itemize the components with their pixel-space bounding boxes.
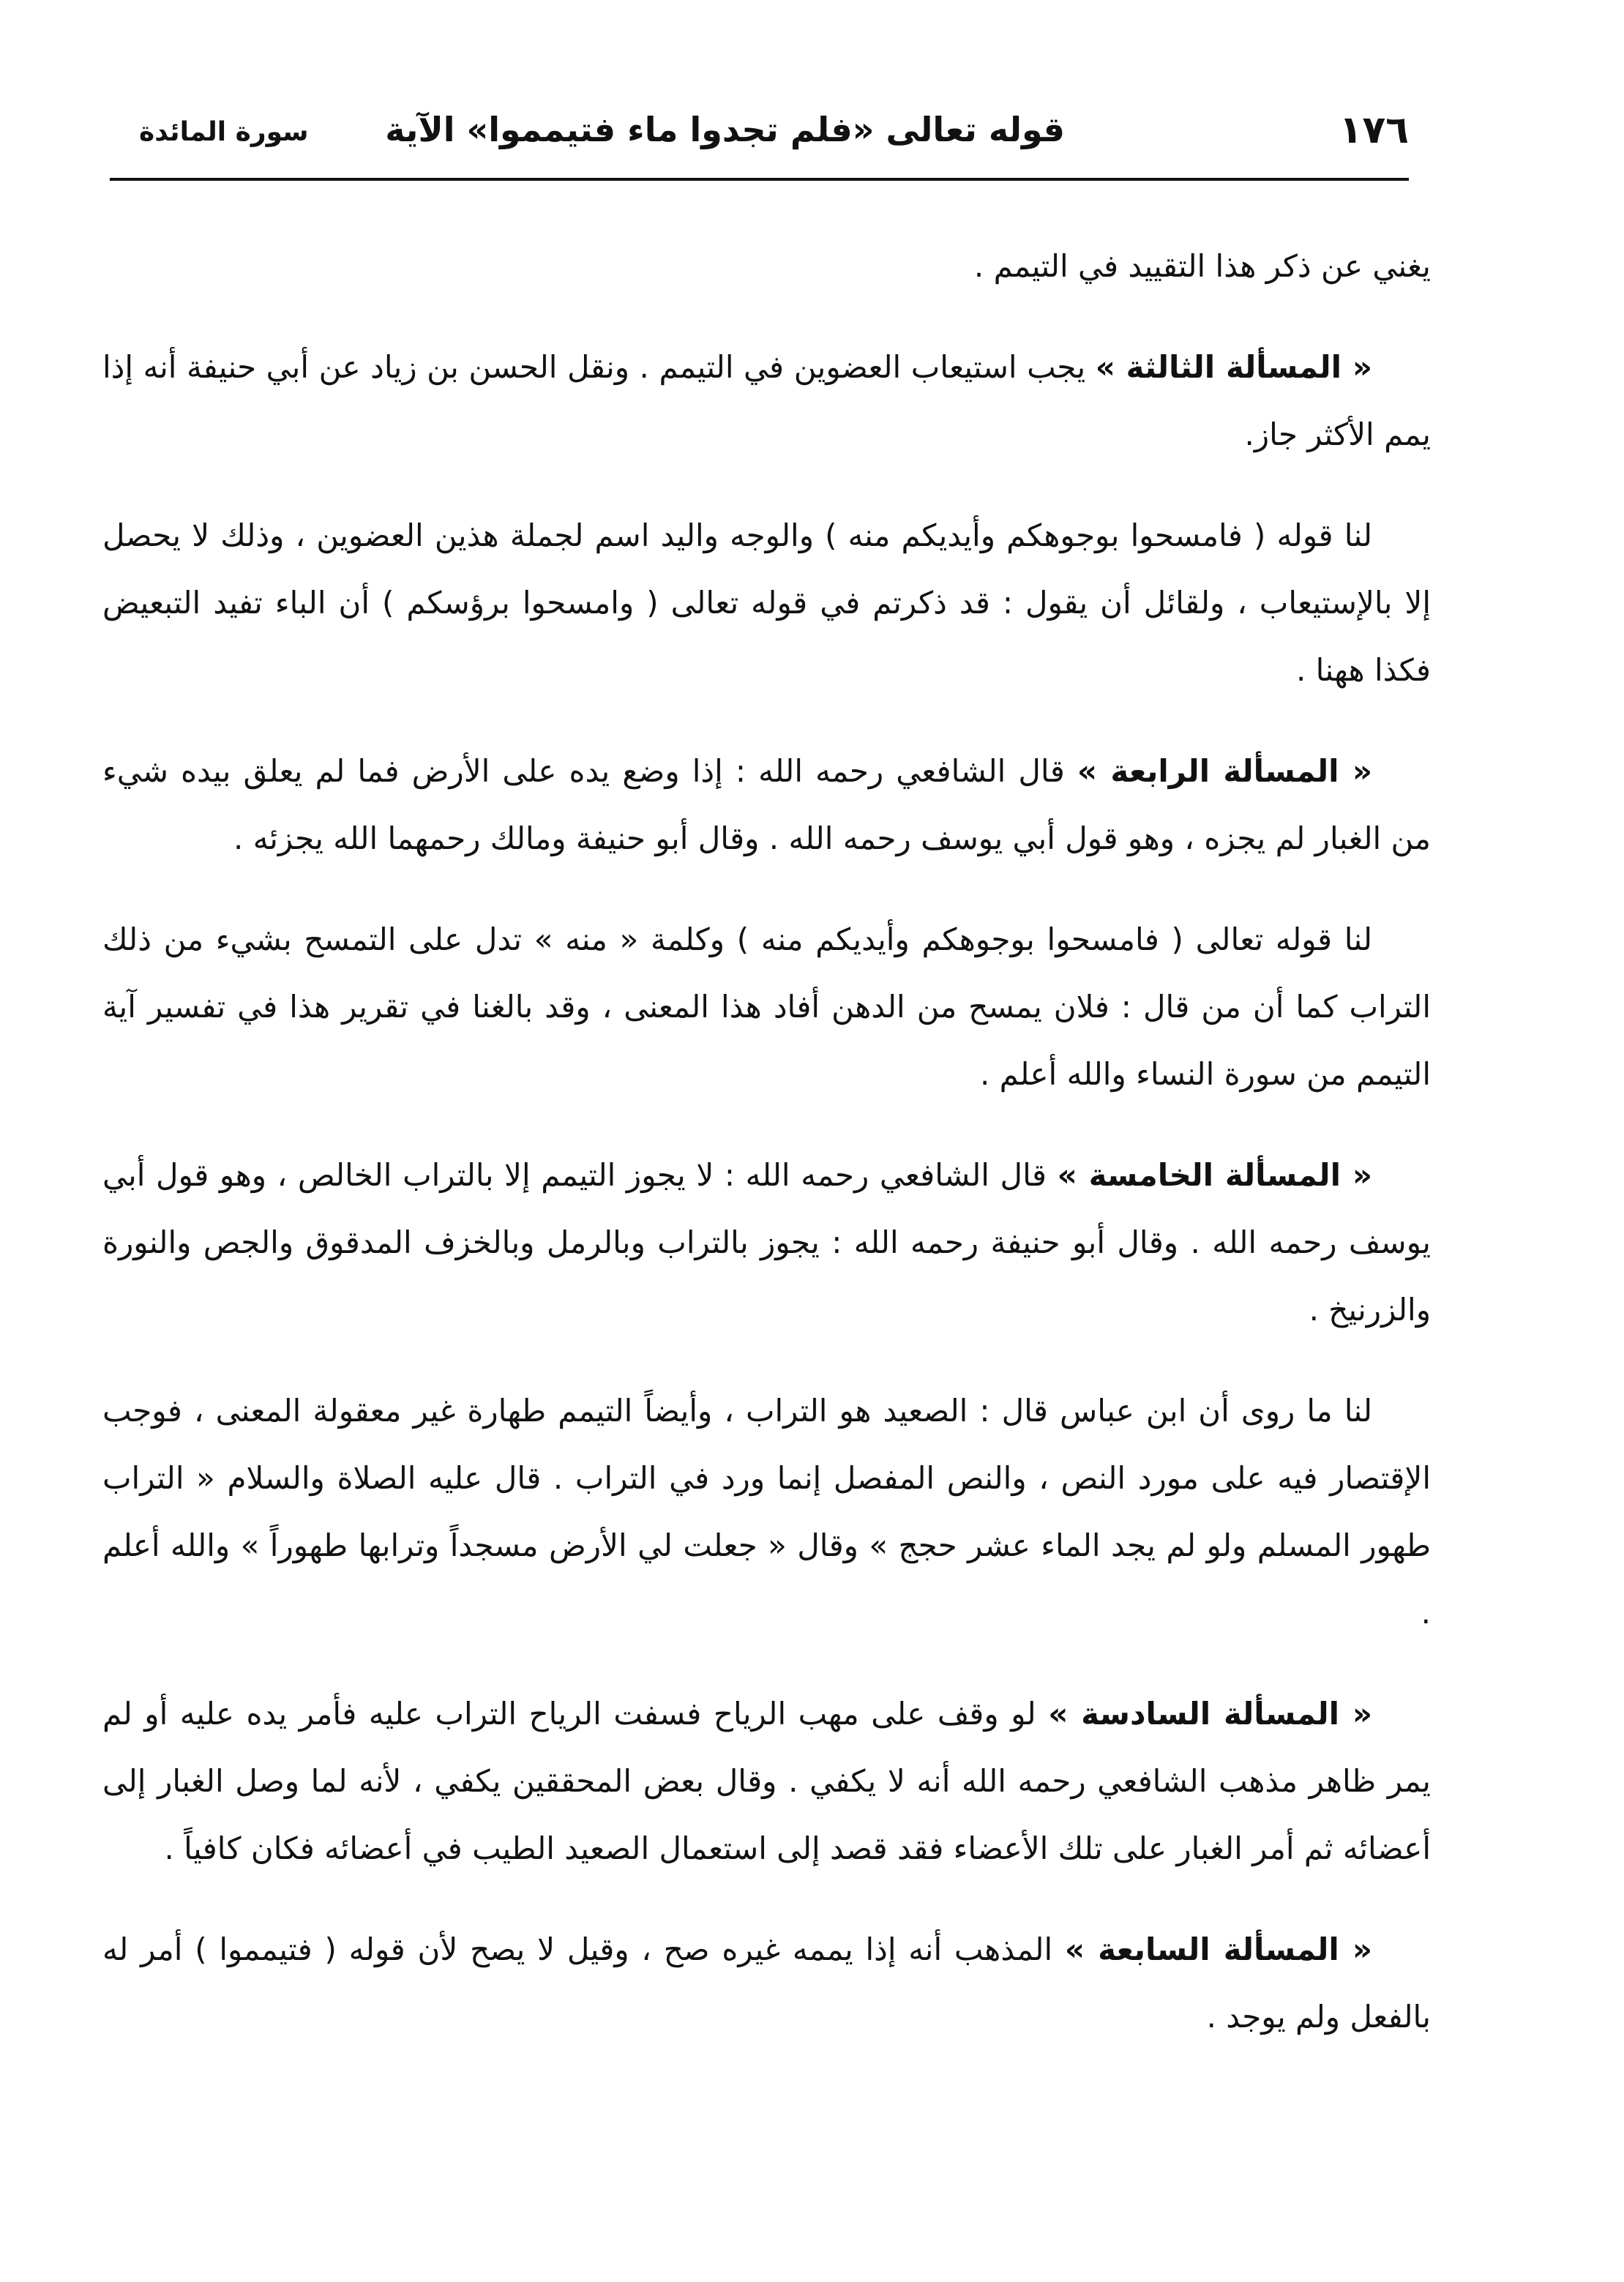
surah-name: سورة المائدة	[139, 117, 309, 147]
paragraph-text: لنا ما روى أن ابن عباس قال : الصعيد هو التراب ، وأيضاً التيمم طهارة غير معقولة المعنى ، فوجب الإقتصار فيه على مورد النص ، والنص المفصل إنما ورد في التراب . قال عليه الصلاة والسلام « التراب طهور المسلم ولو لم يجد الماء عشر حجج » وقال « جعلت لي الأرض مسجداً وترابها طهوراً » والله أعلم .	[102, 1393, 1431, 1631]
paragraph-text: قال الشافعي رحمه الله : لا يجوز التيمم إلا بالتراب الخالص ، وهو قول أبي يوسف رحمه الله . وقال أبو حنيفة رحمه الله : يجوز بالتراب وبالرمل وبالخزف المدقوق والجص والنورة والزرنيخ .	[102, 1157, 1431, 1328]
paragraph-masala-3	[102, 334, 1431, 468]
paragraph-continuation	[102, 233, 1431, 300]
running-title: قوله تعالى «فلم تجدوا ماء فتيمموا» الآية	[385, 110, 1065, 149]
paragraph-text: يجب استيعاب العضوين في التيمم . ونقل الحسن بن زياد عن أبي حنيفة أنه إذا يمم الأكثر جاز.	[102, 349, 1431, 452]
paragraph-text: لنا قوله تعالى ( فامسحوا بوجوهكم وأيديكم منه ) وكلمة « منه » تدل على التمسح بشيء من ذلك التراب كما أن من قال : فلان يمسح من الدهن أفاد هذا المعنى ، وقد بالغنا في تقرير هذا في تفسير آية التيمم من سورة النساء والله أعلم .	[102, 921, 1431, 1092]
page-number: ١٧٦	[1339, 108, 1409, 152]
paragraph-argument	[102, 906, 1431, 1108]
paragraph-masala-4	[102, 738, 1431, 872]
paragraph-text: المذهب أنه إذا يممه غيره صح ، وقيل لا يصح لأن قوله ( فتيمموا ) أمر له بالفعل ولم يوجد .	[102, 1931, 1431, 2035]
paragraph-argument	[102, 502, 1431, 704]
masala-heading: « المسألة السابعة »	[1064, 1931, 1372, 1967]
masala-heading: « المسألة الرابعة »	[1077, 753, 1372, 789]
paragraph-masala-6	[102, 1680, 1431, 1882]
paragraph-masala-7	[102, 1916, 1431, 2051]
masala-heading: « المسألة الخامسة »	[1057, 1157, 1372, 1193]
paragraph-text: قال الشافعي رحمه الله : إذا وضع يده على الأرض فما لم يعلق بيده شيء من الغبار لم يجزه ، وهو قول أبي يوسف رحمه الله . وقال أبو حنيفة ومالك رحمهما الله يجزئه .	[102, 753, 1431, 856]
page-header	[110, 102, 1409, 176]
paragraph-masala-5	[102, 1142, 1431, 1344]
masala-heading: « المسألة السادسة »	[1048, 1696, 1372, 1732]
paragraph-text: يغني عن ذكر هذا التقييد في التيمم .	[973, 248, 1431, 284]
paragraph-text: لو وقف على مهب الرياح فسفت الرياح التراب عليه فأمر يده عليه أو لم يمر ظاهر مذهب الشافعي رحمه الله أنه لا يكفي . وقال بعض المحققين يكفي ، لأنه لما وصل الغبار إلى أعضائه ثم أمر الغبار على تلك الأعضاء فقد قصد إلى استعمال الصعيد الطيب في أعضائه فكان كافياً .	[102, 1696, 1431, 1866]
paragraph-argument	[102, 1377, 1431, 1647]
header-divider	[110, 178, 1409, 181]
masala-heading: « المسألة الثالثة »	[1095, 349, 1372, 385]
paragraph-text: لنا قوله ( فامسحوا بوجوهكم وأيديكم منه ) والوجه واليد اسم لجملة هذين العضوين ، وذلك لا يحصل إلا بالإستيعاب ، ولقائل أن يقول : قد ذكرتم في قوله تعالى ( وامسحوا برؤسكم ) أن الباء تفيد التبعيض فكذا ههنا .	[102, 517, 1431, 688]
page-body	[102, 233, 1431, 2084]
